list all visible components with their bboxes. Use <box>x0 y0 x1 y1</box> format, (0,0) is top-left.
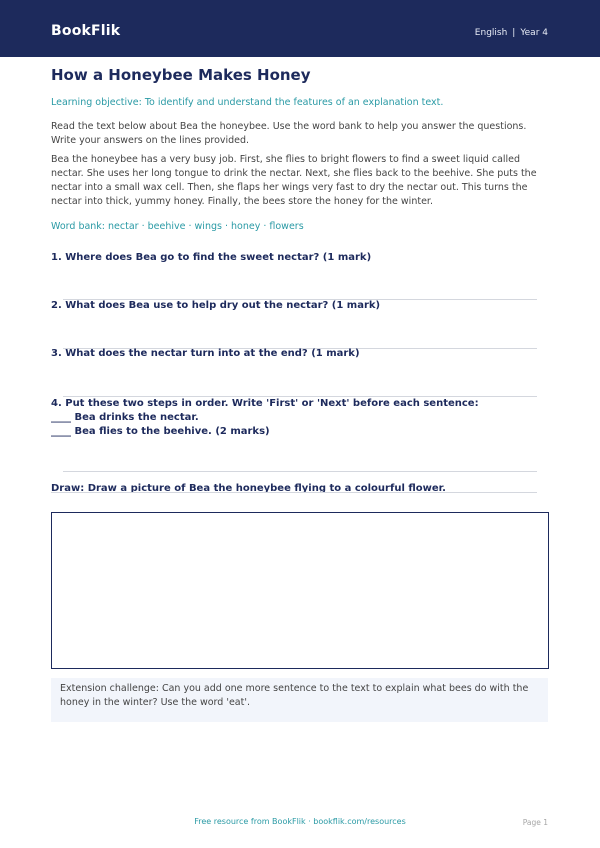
brand-logo-text[interactable]: BookFlik <box>51 23 121 39</box>
question-4-step-a: ____ Bea drinks the nectar. <box>51 412 199 423</box>
draw-prompt: Draw: Draw a picture of Bea the honeybee flying to a colourful flower. <box>51 483 446 494</box>
question-4 <box>51 397 479 439</box>
header-bar <box>0 0 600 57</box>
word-bank: Word bank: nectar · beehive · wings · honey · flowers <box>51 221 304 232</box>
answer-line-4[interactable] <box>63 471 537 472</box>
extension-challenge-box <box>51 678 548 722</box>
instructions-text: Read the text below about Bea the honeybee. Use the word bank to help you answer the questions. Write your answers on the lines provided. <box>51 121 527 146</box>
drawing-box[interactable] <box>51 512 549 669</box>
meta-separator: | <box>512 28 516 38</box>
year-label: Year 4 <box>520 28 548 38</box>
page-number: Page 1 <box>522 818 548 827</box>
extension-challenge-text: Extension challenge: Can you add one more sentence to the text to explain what bees do with the honey in the winter? Use the word 'eat'. <box>60 683 529 708</box>
question-4-step-b: ____ Bea flies to the beehive. (2 marks) <box>51 426 270 437</box>
question-4-prompt: 4. Put these two steps in order. Write 'First' or 'Next' before each sentence: <box>51 398 479 409</box>
footer-text[interactable]: Free resource from BookFlik · bookflik.com/resources <box>194 817 406 826</box>
question-2: 2. What does Bea use to help dry out the nectar? (1 mark) <box>51 300 381 311</box>
learning-objective: Learning objective: To identify and understand the features of an explanation text. <box>51 97 444 108</box>
passage-text: Bea the honeybee has a very busy job. First, she flies to bright flowers to find a sweet liquid called nectar. She uses her long tongue to drink the nectar. Next, she flies back to the beehive. She puts the nectar into a small wax cell. Then, she flaps her wings very fast to dry the nectar out. This turns the nectar into thick, yummy honey. Finally, the bees store the honey for the winter. <box>51 154 537 207</box>
question-1: 1. Where does Bea go to find the sweet nectar? (1 mark) <box>51 252 372 263</box>
draw-prompt-underline <box>51 492 537 493</box>
header-meta <box>475 28 548 38</box>
question-3: 3. What does the nectar turn into at the end? (1 mark) <box>51 348 360 359</box>
page-title: How a Honeybee Makes Honey <box>51 66 311 84</box>
subject-label: English <box>474 28 508 38</box>
